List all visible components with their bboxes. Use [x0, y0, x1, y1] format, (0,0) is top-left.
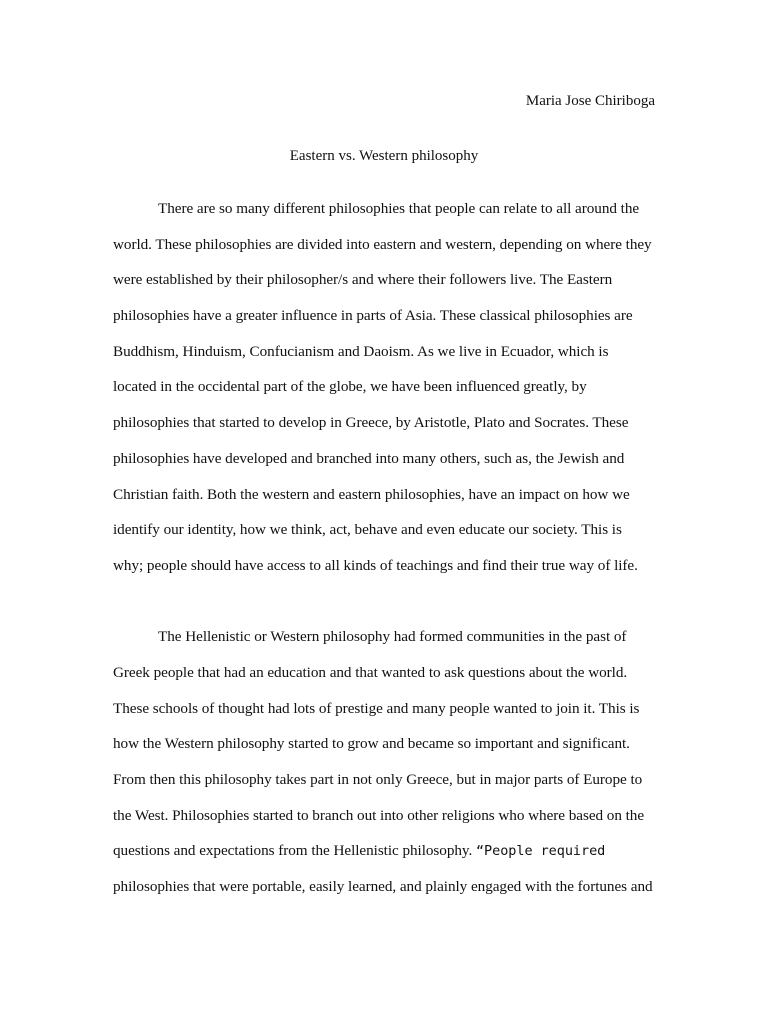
- paragraph-1-line: located in the occidental part of the globe, we have been influenced greatly, by: [113, 378, 587, 396]
- paragraph-1-line: philosophies that started to develop in Greece, by Aristotle, Plato and Socrates. These: [113, 414, 629, 432]
- document-body: [113, 199, 673, 913]
- paragraph-1-line: Buddhism, Hinduism, Confucianism and Daoism. As we live in Ecuador, which is: [113, 342, 609, 360]
- paragraph-2-quote-line: [113, 841, 673, 877]
- paragraph-1-line: were established by their philosopher/s and where their followers live. The Eastern: [113, 271, 613, 289]
- author-name: Maria Jose Chiriboga: [525, 93, 655, 109]
- document-title: Eastern vs. Western philosophy: [289, 148, 479, 164]
- paragraph-2-line: These schools of thought had lots of prestige and many people wanted to join it. This is: [113, 699, 640, 717]
- paragraph-2-line: From then this philosophy takes part in not only Greece, but in major parts of Europe to: [113, 771, 643, 788]
- paragraph-1-line: world. These philosophies are divided into eastern and western, depending on where they: [113, 235, 652, 253]
- paragraph-2-text: questions and expectations from the Hellenistic philosophy.: [113, 842, 476, 860]
- paragraph-2-line: The Hellenistic or Western philosophy had formed communities in the past of: [158, 628, 627, 646]
- paragraph-2-line: how the Western philosophy started to grow and became so important and significant.: [113, 735, 630, 753]
- paragraph-1-line: philosophies have developed and branched into many others, such as, the Jewish and: [113, 449, 625, 467]
- paragraph-1-line: There are so many different philosophies that people can relate to all around the: [158, 200, 640, 217]
- paragraph-1-line: identify our identity, how we think, act, behave and even educate our society. This is: [113, 521, 622, 539]
- paragraph-2-line: philosophies that were portable, easily learned, and plainly engaged with the fortunes and: [113, 878, 653, 896]
- paragraph-2-line: Greek people that had an education and that wanted to ask questions about the world.: [113, 663, 628, 681]
- paragraph-1-line: philosophies have a greater influence in parts of Asia. These classical philosophies are: [113, 307, 633, 325]
- paragraph-1-line: why; people should have access to all kinds of teachings and find their true way of life.: [113, 556, 638, 574]
- paragraph-gap: [113, 592, 673, 628]
- quotation-start: “People required: [475, 843, 606, 860]
- paragraph-1-line: Christian faith. Both the western and eastern philosophies, have an impact on how we: [113, 485, 630, 503]
- paragraph-2-line: the West. Philosophies started to branch out into other religions who where based on the: [113, 806, 645, 824]
